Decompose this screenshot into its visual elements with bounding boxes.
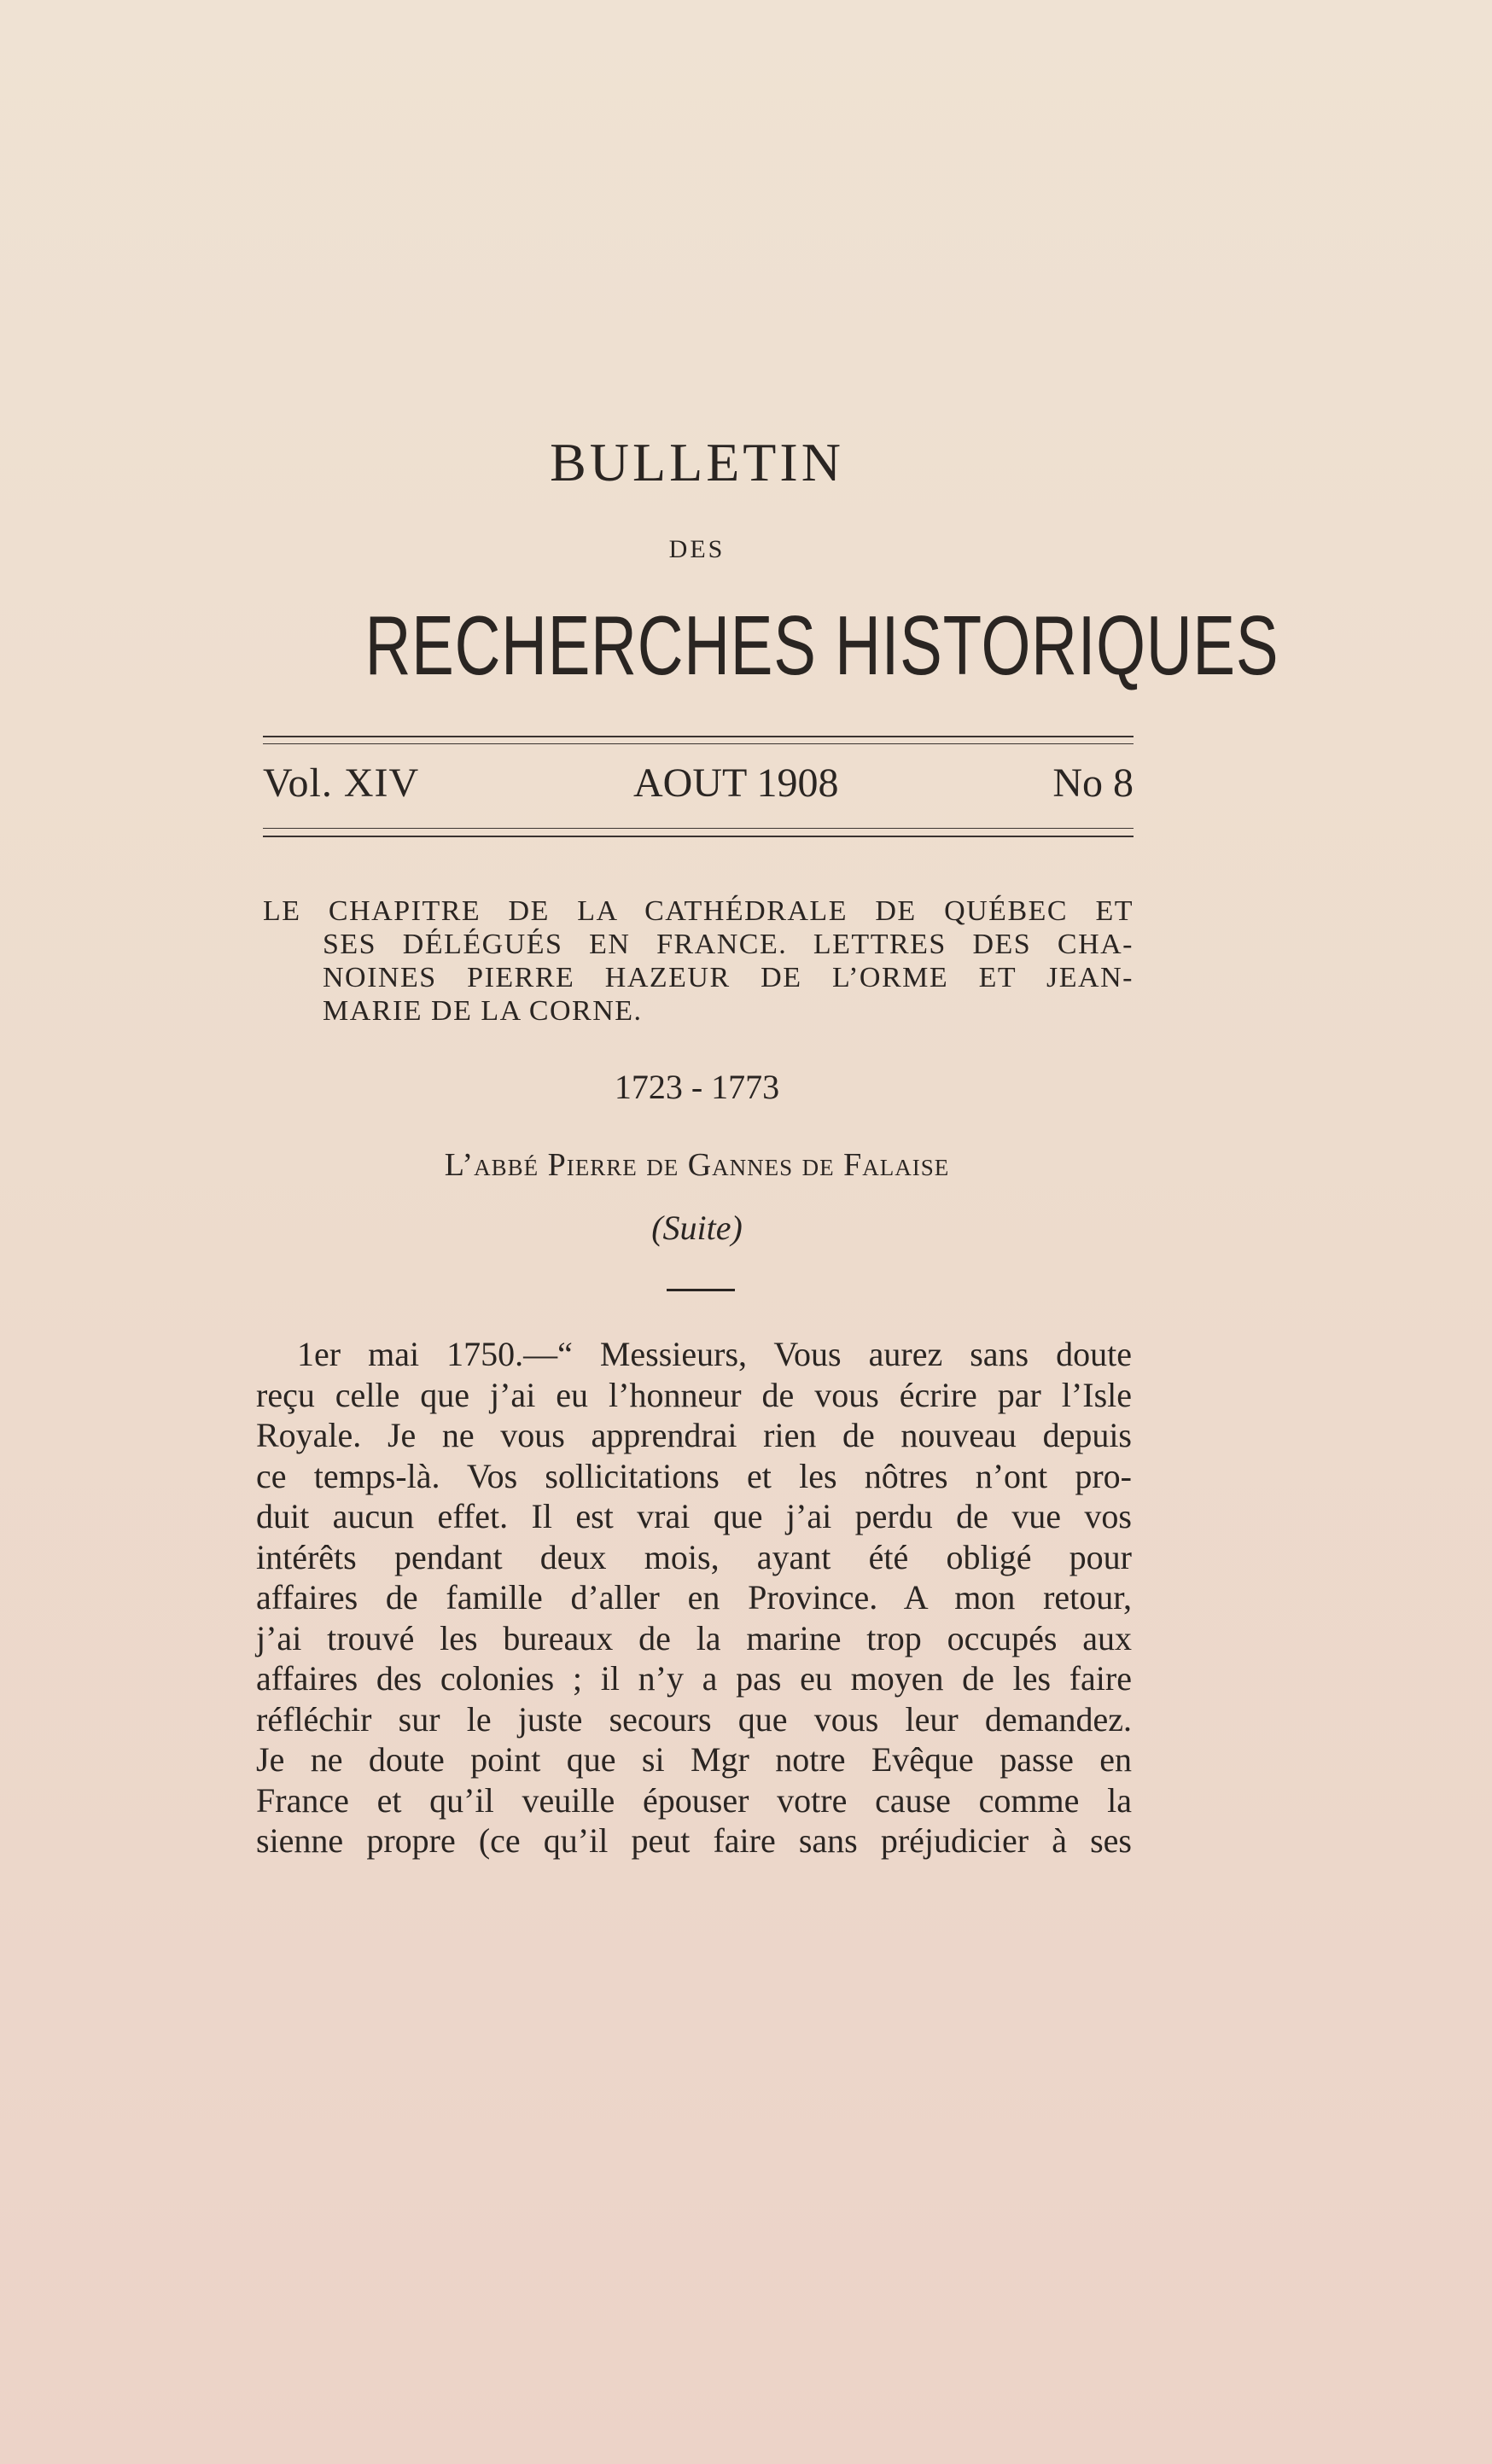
article-author: L’abbé Pierre de Gannes de Falaise (444, 1147, 950, 1183)
body-line: ce temps-là. Vos sollicitations et les nôtres n’ont pro- (256, 1456, 1132, 1495)
article-dates: 1723 - 1773 (614, 1068, 780, 1106)
body-line: réfléchir sur le juste secours que vous leur demandez. (256, 1699, 1132, 1739)
body-line: Royale. Je ne vous apprendrai rien de nouveau depuis (256, 1416, 1132, 1454)
volume-label: Vol. XIV (263, 760, 420, 806)
journal-title-bulletin: BULLETIN (550, 432, 844, 492)
body-line: France et qu’il veuille épouser votre cause comme la (256, 1780, 1132, 1820)
issue-number: No 8 (1052, 760, 1134, 806)
header-rule-bottom (263, 836, 1134, 837)
article-title-line: NOINES PIERRE HAZEUR DE L’ORME ET JEAN- (323, 962, 1134, 993)
issue-info-row (263, 760, 1134, 807)
issue-date: AOUT 1908 (633, 760, 839, 806)
body-line: 1er mai 1750.—“ Messieurs, Vous aurez sans doute (297, 1335, 1132, 1373)
journal-title-recherches: RECHERCHES HISTORIQUES (364, 598, 1279, 692)
article-title (263, 894, 1134, 1028)
body-line: reçu celle que j’ai eu l’honneur de vous écrire par l’Isle (256, 1375, 1132, 1414)
body-line: intérêts pendant deux mois, ayant été obligé pour (256, 1537, 1132, 1576)
header-rule-bottom-thin (263, 828, 1134, 829)
body-line: affaires de famille d’aller en Province. A mon retour, (256, 1578, 1132, 1616)
article-continuation-label: (Suite) (651, 1209, 743, 1247)
article-title-line: MARIE DE LA CORNE. (323, 995, 643, 1027)
body-line: sienne propre (ce qu’il peut faire sans préjudicier à ses (256, 1821, 1132, 1860)
body-line: j’ai trouvé les bureaux de la marine trop occupés aux (256, 1618, 1132, 1657)
body-line: affaires des colonies ; il n’y a pas eu moyen de les faire (256, 1659, 1132, 1698)
journal-title-des: DES (668, 535, 726, 563)
body-line: Je ne doute point que si Mgr notre Evêque passe en (256, 1740, 1132, 1779)
article-title-line: SES DÉLÉGUÉS EN FRANCE. LETTRES DES CHA- (323, 929, 1134, 960)
header-rule-top-thin (263, 743, 1134, 744)
body-line: duit aucun effet. Il est vrai que j’ai perdu de vue vos (256, 1497, 1132, 1535)
header-rule-top (263, 736, 1134, 737)
section-divider (667, 1289, 735, 1291)
body-paragraph (256, 1334, 1132, 1861)
article-title-line: LE CHAPITRE DE LA CATHÉDRALE DE QUÉBEC ET (263, 895, 1134, 927)
